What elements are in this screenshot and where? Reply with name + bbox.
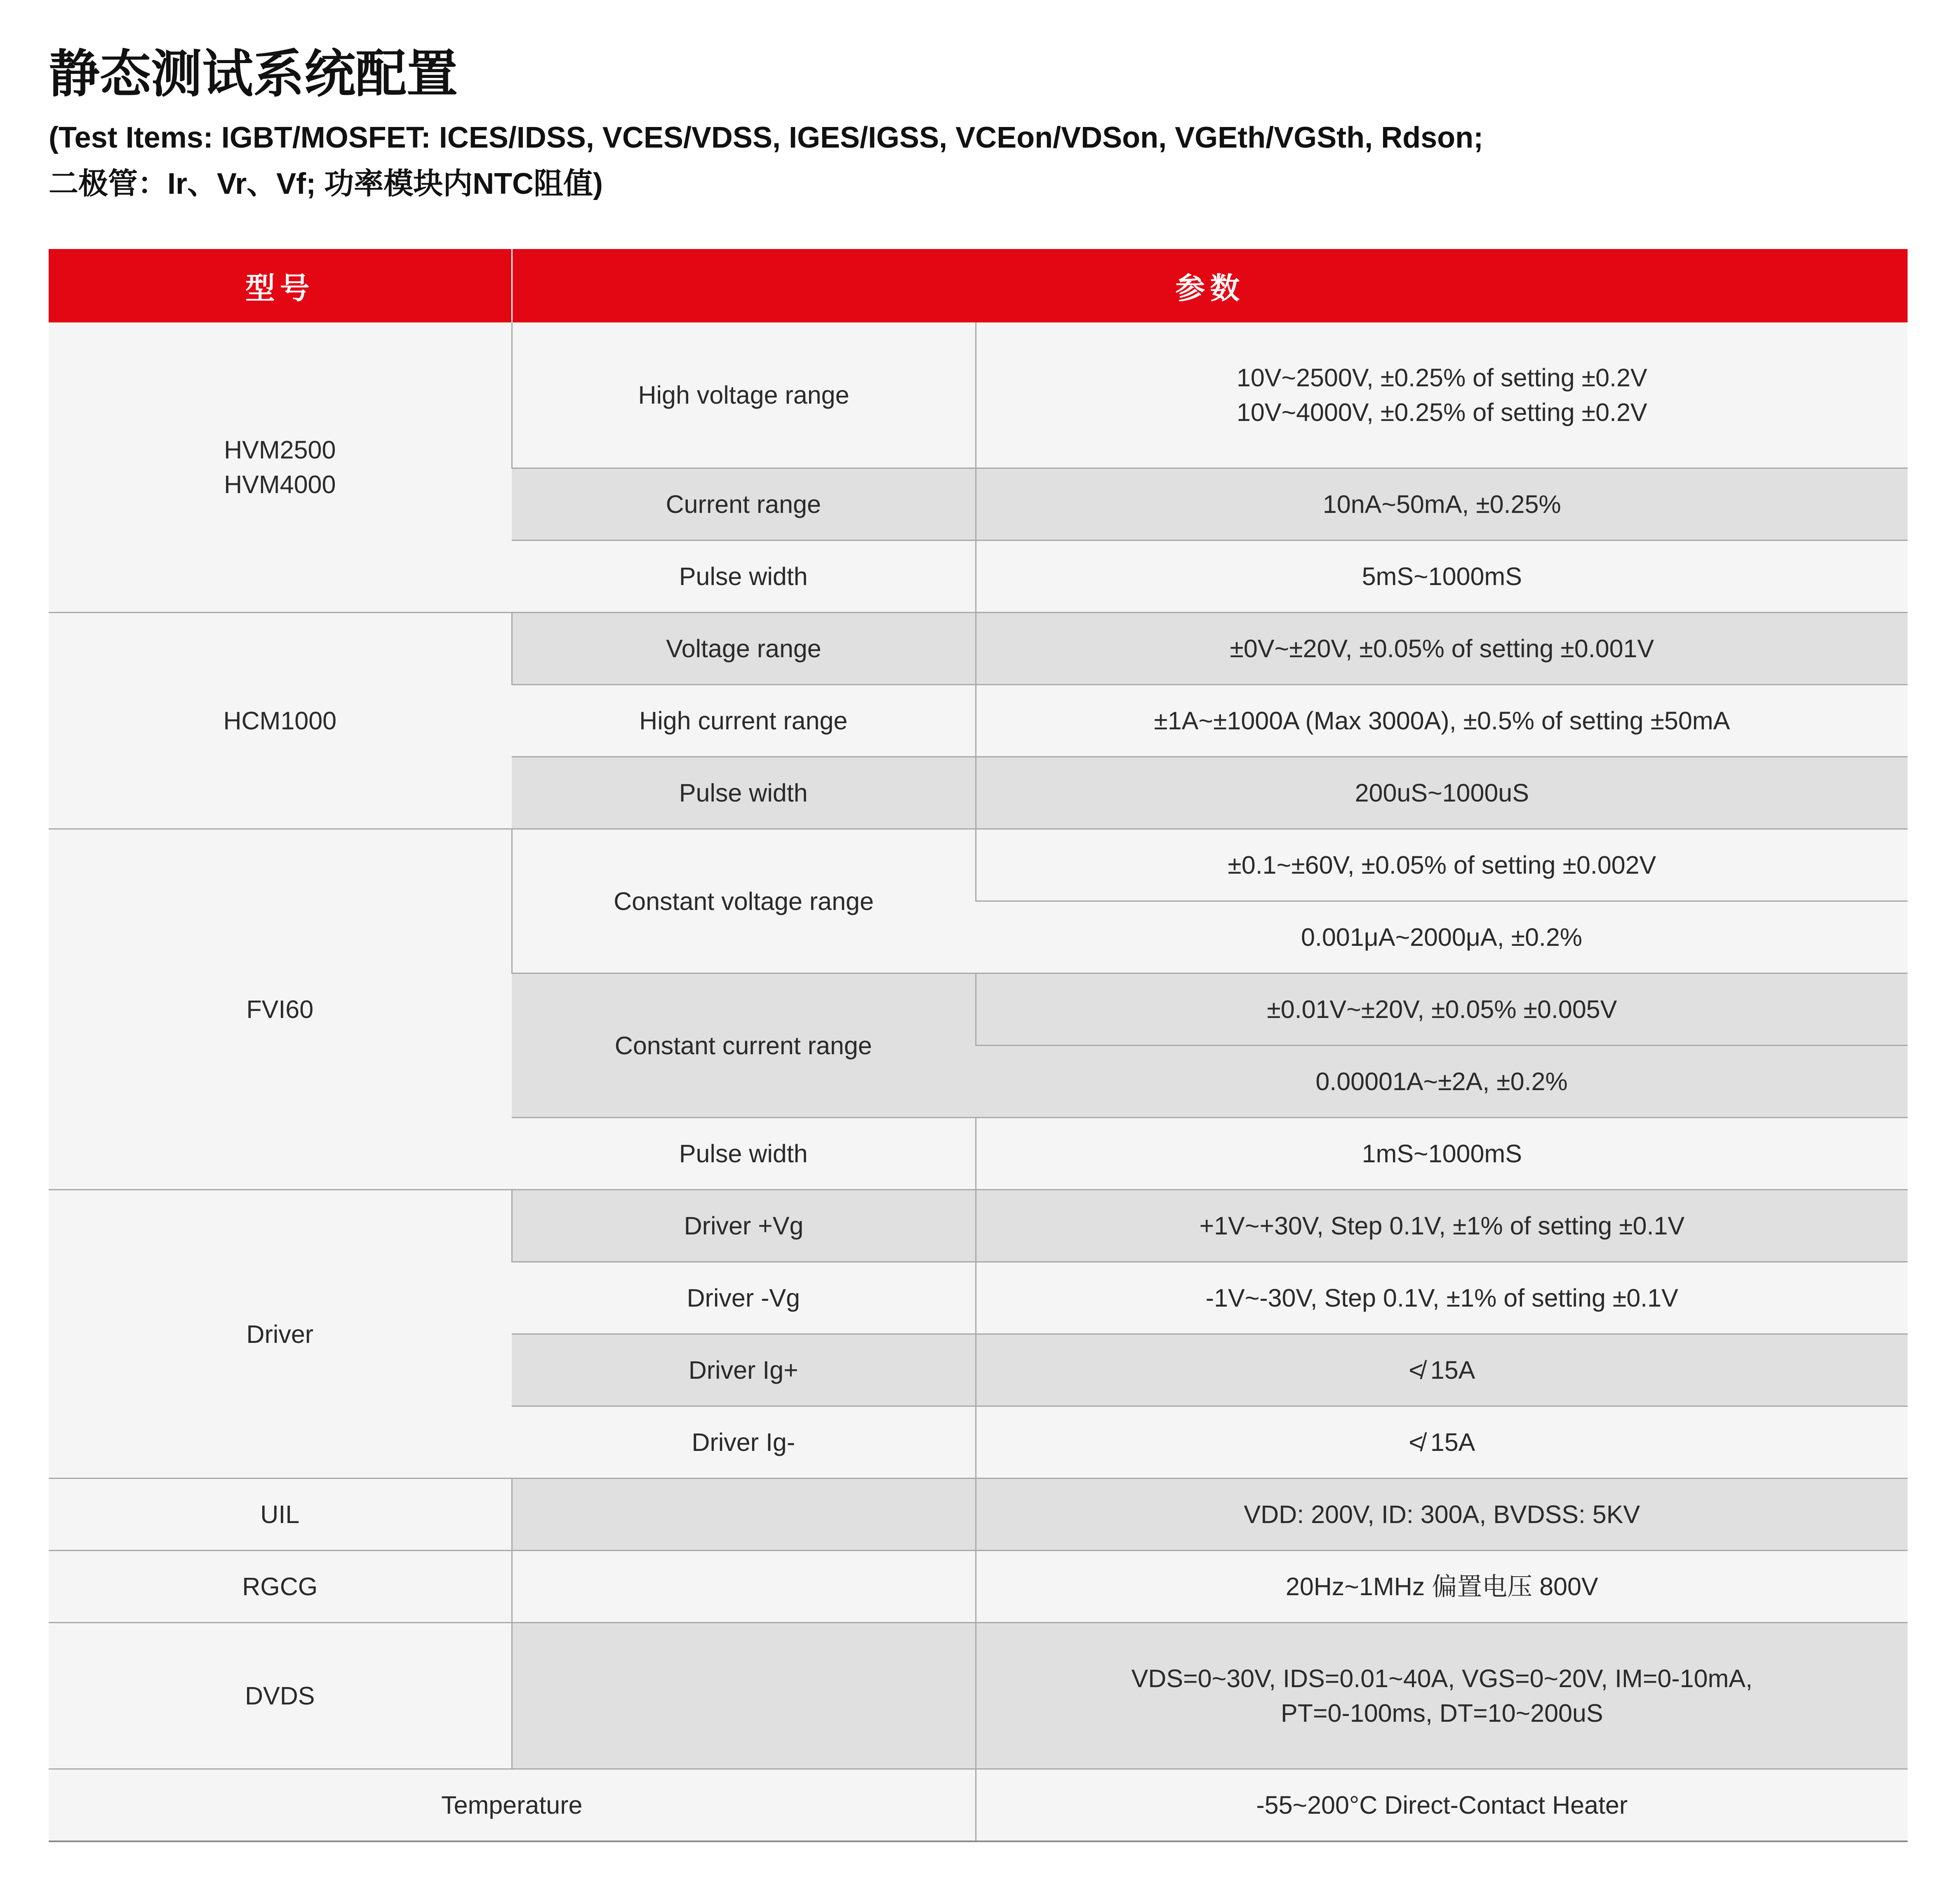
param-label: Driver Ig- <box>512 1406 976 1479</box>
temperature-value: -55~200°C Direct-Contact Heater <box>976 1769 1908 1842</box>
param-value: ≮ 15A <box>976 1406 1908 1479</box>
param-label: Driver -Vg <box>512 1262 976 1334</box>
model-cell-fvi: FVI60 <box>49 829 512 1190</box>
spec-table <box>49 249 1908 1842</box>
subtitle-line-1: (Test Items: IGBT/MOSFET: ICES/IDSS, VCES/VDSS, IGES/IGSS, VCEon/VDSon, VGEth/VGSth, Rdson; <box>49 121 1484 154</box>
model-cell-dvds: DVDS <box>49 1623 512 1769</box>
header-params: 参数 <box>512 249 1908 322</box>
model-cell-uil: UIL <box>49 1479 512 1551</box>
model-hvm-line-1: HVM2500 <box>224 436 336 464</box>
param-label: Constant current range <box>512 973 976 1118</box>
table-row <box>49 613 1908 685</box>
model-hvm-line-2: HVM4000 <box>224 470 336 498</box>
param-label: High current range <box>512 685 976 757</box>
param-label: High voltage range <box>512 322 976 468</box>
param-value: 1mS~1000mS <box>976 1118 1908 1190</box>
param-label: Current range <box>512 468 976 541</box>
table-row <box>49 1769 1908 1842</box>
param-value: +1V~+30V, Step 0.1V, ±1% of setting ±0.1V <box>976 1190 1908 1262</box>
table-row <box>49 1479 1908 1551</box>
model-cell-hvm <box>49 322 512 613</box>
param-value: 200uS~1000uS <box>976 757 1908 829</box>
param-label: Pulse width <box>512 541 976 613</box>
param-value: ±1A~±1000A (Max 3000A), ±0.5% of setting ±50mA <box>976 685 1908 757</box>
param-label: Driver +Vg <box>512 1190 976 1262</box>
table-row <box>49 1623 1908 1769</box>
param-label: Pulse width <box>512 757 976 829</box>
param-value: 20Hz~1MHz 偏置电压 800V <box>976 1551 1908 1623</box>
subtitle-line-2: 二极管：Ir、Vr、Vf; 功率模块内NTC阻值) <box>49 167 603 200</box>
param-value-line-1: 10V~2500V, ±0.25% of setting ±0.2V <box>1236 364 1647 392</box>
param-value: 0.00001A~±2A, ±0.2% <box>976 1046 1908 1118</box>
param-label-empty <box>512 1551 976 1623</box>
table-row <box>49 1551 1908 1623</box>
temperature-label: Temperature <box>49 1769 976 1842</box>
param-value <box>976 322 1908 468</box>
param-value: 0.001μA~2000μA, ±0.2% <box>976 901 1908 973</box>
param-label: Constant voltage range <box>512 829 976 973</box>
param-value-line-2: PT=0-100ms, DT=10~200uS <box>1280 1699 1603 1727</box>
param-value: ±0.01V~±20V, ±0.05% ±0.005V <box>976 973 1908 1046</box>
page-subtitle <box>49 115 1483 207</box>
table-row <box>49 322 1908 468</box>
param-label: Voltage range <box>512 613 976 685</box>
param-value: 5mS~1000mS <box>976 541 1908 613</box>
model-cell-driver: Driver <box>49 1190 512 1479</box>
param-label-empty <box>512 1623 976 1769</box>
param-label: Driver Ig+ <box>512 1334 976 1406</box>
param-value-line-1: VDS=0~30V, IDS=0.01~40A, VGS=0~20V, IM=0-10mA, <box>1131 1664 1753 1692</box>
param-value: -1V~-30V, Step 0.1V, ±1% of setting ±0.1V <box>976 1262 1908 1334</box>
param-value: VDD: 200V, ID: 300A, BVDSS: 5KV <box>976 1479 1908 1551</box>
param-label: Pulse width <box>512 1118 976 1190</box>
header-model: 型号 <box>49 249 512 322</box>
page-title: 静态测试系统配置 <box>49 46 458 103</box>
param-value <box>976 1623 1908 1769</box>
param-value: 10nA~50mA, ±0.25% <box>976 468 1908 541</box>
param-label-empty <box>512 1479 976 1551</box>
param-value-line-2: 10V~4000V, ±0.25% of setting ±0.2V <box>1236 398 1647 426</box>
model-cell-hcm: HCM1000 <box>49 613 512 829</box>
param-value: ±0.1~±60V, ±0.05% of setting ±0.002V <box>976 829 1908 901</box>
model-cell-rgcg: RGCG <box>49 1551 512 1623</box>
table-row <box>49 1190 1908 1262</box>
param-value: ≮ 15A <box>976 1334 1908 1406</box>
param-value: ±0V~±20V, ±0.05% of setting ±0.001V <box>976 613 1908 685</box>
table-header-row <box>49 249 1908 322</box>
table-row <box>49 829 1908 901</box>
